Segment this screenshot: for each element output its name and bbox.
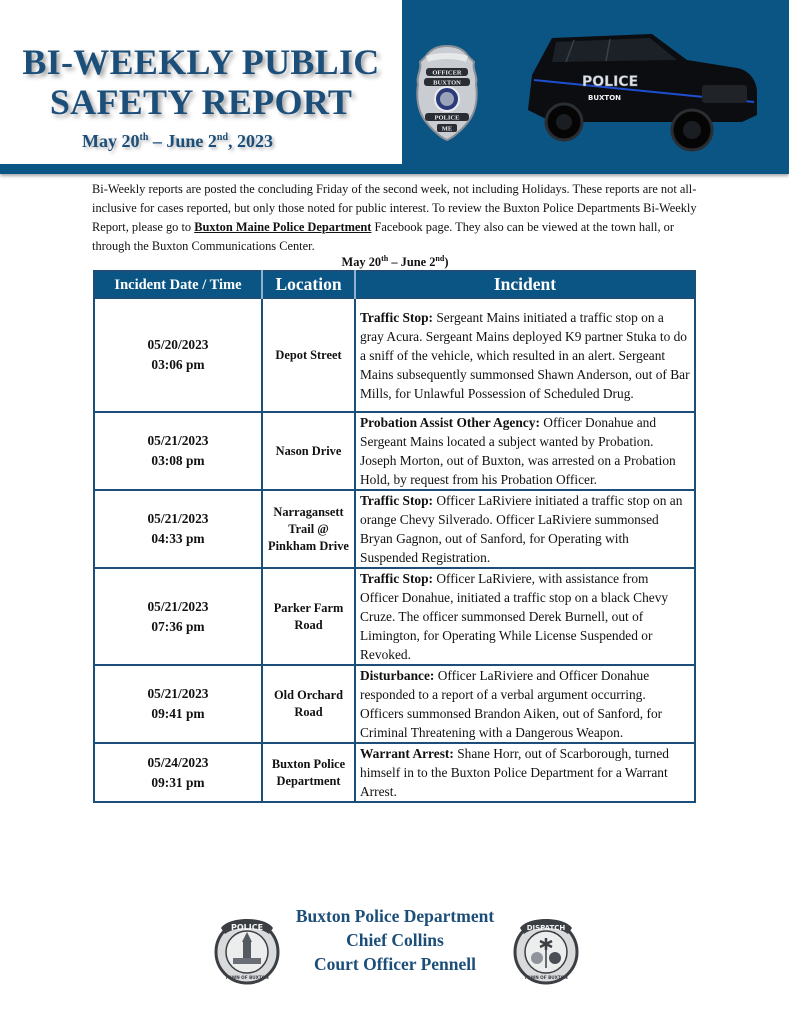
date-part-2: – June 2 xyxy=(148,131,217,151)
incident-type: Probation Assist Other Agency: xyxy=(360,415,540,430)
header-incident: Incident xyxy=(355,271,695,298)
incident-type: Traffic Stop: xyxy=(360,571,434,586)
date-part-1: May 20 xyxy=(82,131,140,151)
incident-details: Officer LaRiviere and Officer Donahue responded to a report of a verbal argument occurring. Officers summonsed Brandon Aiken, out of Sanford, for Criminal Threatening with a Dangerous Weapon. xyxy=(360,668,663,740)
title-line-1: BI-WEEKLY PUBLIC xyxy=(22,42,380,82)
seal-left-title: POLICE xyxy=(230,923,264,932)
incident-date-time xyxy=(94,665,262,743)
incident-description xyxy=(355,665,695,743)
report-date-range xyxy=(82,131,273,152)
incident-description xyxy=(355,743,695,802)
incident-date: 05/21/2023 xyxy=(147,598,209,614)
table-header-row xyxy=(94,271,695,298)
incident-date-time xyxy=(94,412,262,490)
incident-type: Traffic Stop: xyxy=(360,493,434,508)
police-car-image xyxy=(522,30,762,155)
facebook-page-link[interactable]: Buxton Maine Police Department xyxy=(194,220,372,234)
range-part-3: ) xyxy=(444,255,449,270)
department-signature xyxy=(260,904,530,976)
incident-date: 05/21/2023 xyxy=(147,511,209,526)
incident-location: Narragansett Trail @ Pinkham Drive xyxy=(262,490,355,568)
incident-description xyxy=(355,412,695,490)
range-part-2: – June 2 xyxy=(388,255,436,270)
seal-right-title: DISPATCH xyxy=(526,924,566,932)
range-sup-2: nd xyxy=(435,254,445,263)
incident-location: Buxton Police Department xyxy=(262,743,355,802)
court-officer-name: Court Officer Pennell xyxy=(314,954,476,974)
incident-table xyxy=(93,270,696,803)
date-sup-2: nd xyxy=(216,132,229,143)
incident-date-time xyxy=(94,298,262,412)
incident-location: Old Orchard Road xyxy=(262,665,355,743)
table-row xyxy=(94,298,695,412)
incident-details: Sergeant Mains initiated a traffic stop on a gray Acura. Sergeant Mains deployed K9 partner Stuka to do a sniff of the vehicle, which resulted in an alert. Sergeant Mains subsequently summonsed Shawn Anderson, out of Bar Mills, for Unlawful Possession of Scheduled Drug. xyxy=(360,309,690,401)
incident-details: Officer LaRiviere, with assistance from Officer Donahue, initiated a traffic stop on a black Chevy Cruze. The officer summonsed Derek Burnell, out of Limington, for Operating While License Suspended or Revoked. xyxy=(360,571,669,662)
range-sup-1: th xyxy=(381,254,389,263)
seal-right-town: TOWN OF BUXTON xyxy=(524,975,568,980)
incident-date: 05/21/2023 xyxy=(147,686,209,701)
title-line-2: SAFETY REPORT xyxy=(49,82,353,122)
incident-date: 05/21/2023 xyxy=(147,433,209,448)
chief-name: Chief Collins xyxy=(346,930,444,950)
header-date-time: Incident Date / Time xyxy=(94,271,262,298)
incident-description xyxy=(355,568,695,665)
incident-details: Shane Horr, out of Scarborough, turned himself in to the Buxton Police Department for a Warrant Arrest. xyxy=(360,746,669,799)
intro-paragraph xyxy=(92,180,698,256)
incident-time: 07:36 pm xyxy=(151,618,205,634)
incident-time: 09:31 pm xyxy=(151,774,205,790)
date-part-3: , 2023 xyxy=(228,131,274,151)
department-name: Buxton Police Department xyxy=(295,906,495,926)
incident-time: 09:41 pm xyxy=(151,706,205,721)
range-part-1: May 20 xyxy=(341,255,382,270)
table-date-range xyxy=(92,254,698,270)
incident-type: Traffic Stop: xyxy=(360,309,434,325)
incident-description xyxy=(355,298,695,412)
incident-details: Officer Donahue and Sergeant Mains located a subject wanted by Probation. Joseph Morton, out of Buxton, was arrested on a Probation Hold, by request from his Probation Officer. xyxy=(360,415,676,487)
intro-text-after: Facebook page. They also can be viewed at the town hall, or through the Buxton Communications Center. xyxy=(92,220,674,253)
table-row xyxy=(94,665,695,743)
incident-location: Parker Farm Road xyxy=(262,568,355,665)
dispatch-seal-icon xyxy=(512,910,580,986)
incident-details: Officer LaRiviere initiated a traffic stop on an orange Chevy Silverado. Officer LaRiviere summonsed Bryan Gagnon, out of Sanford, for Operating with Suspended Registration. xyxy=(360,493,683,565)
seal-left-town: TOWN OF BUXTON xyxy=(225,975,269,980)
incident-date: 05/24/2023 xyxy=(147,754,209,770)
table-row xyxy=(94,568,695,665)
incident-time: 03:06 pm xyxy=(151,357,205,372)
intro-text-before: Bi-Weekly reports are posted the concluding Friday of the second week, not including Holidays. These reports are not all-inclusive for cases reported, but only those noted for public interest. To review the Buxton Police Departments Bi-Weekly Report, please go to xyxy=(92,182,697,234)
badge-text-buxton: BUXTON xyxy=(433,79,461,87)
badge-text-police: POLICE xyxy=(434,114,460,122)
badge-text-me: ME xyxy=(441,125,453,133)
date-sup-1: th xyxy=(139,132,149,143)
table-row xyxy=(94,743,695,802)
incident-date: 05/20/2023 xyxy=(147,337,209,352)
incident-location: Depot Street xyxy=(262,298,355,412)
report-title xyxy=(0,42,402,122)
incident-date-time xyxy=(94,568,262,665)
header-divider-bar xyxy=(0,164,789,174)
incident-date-time xyxy=(94,490,262,568)
table-row xyxy=(94,412,695,490)
incident-time: 03:08 pm xyxy=(151,453,205,468)
incident-type: Warrant Arrest: xyxy=(360,746,454,761)
incident-location: Nason Drive xyxy=(262,412,355,490)
badge-text-officer: OFFICER xyxy=(432,69,462,77)
incident-date-time xyxy=(94,743,262,802)
header-location: Location xyxy=(262,271,355,298)
car-text-buxton: BUXTON xyxy=(588,94,622,102)
police-badge-icon xyxy=(412,42,482,142)
incident-type: Disturbance: xyxy=(360,668,435,683)
incident-time: 04:33 pm xyxy=(151,531,205,546)
car-text-police: POLICE xyxy=(582,74,639,90)
table-row xyxy=(94,490,695,568)
incident-description xyxy=(355,490,695,568)
